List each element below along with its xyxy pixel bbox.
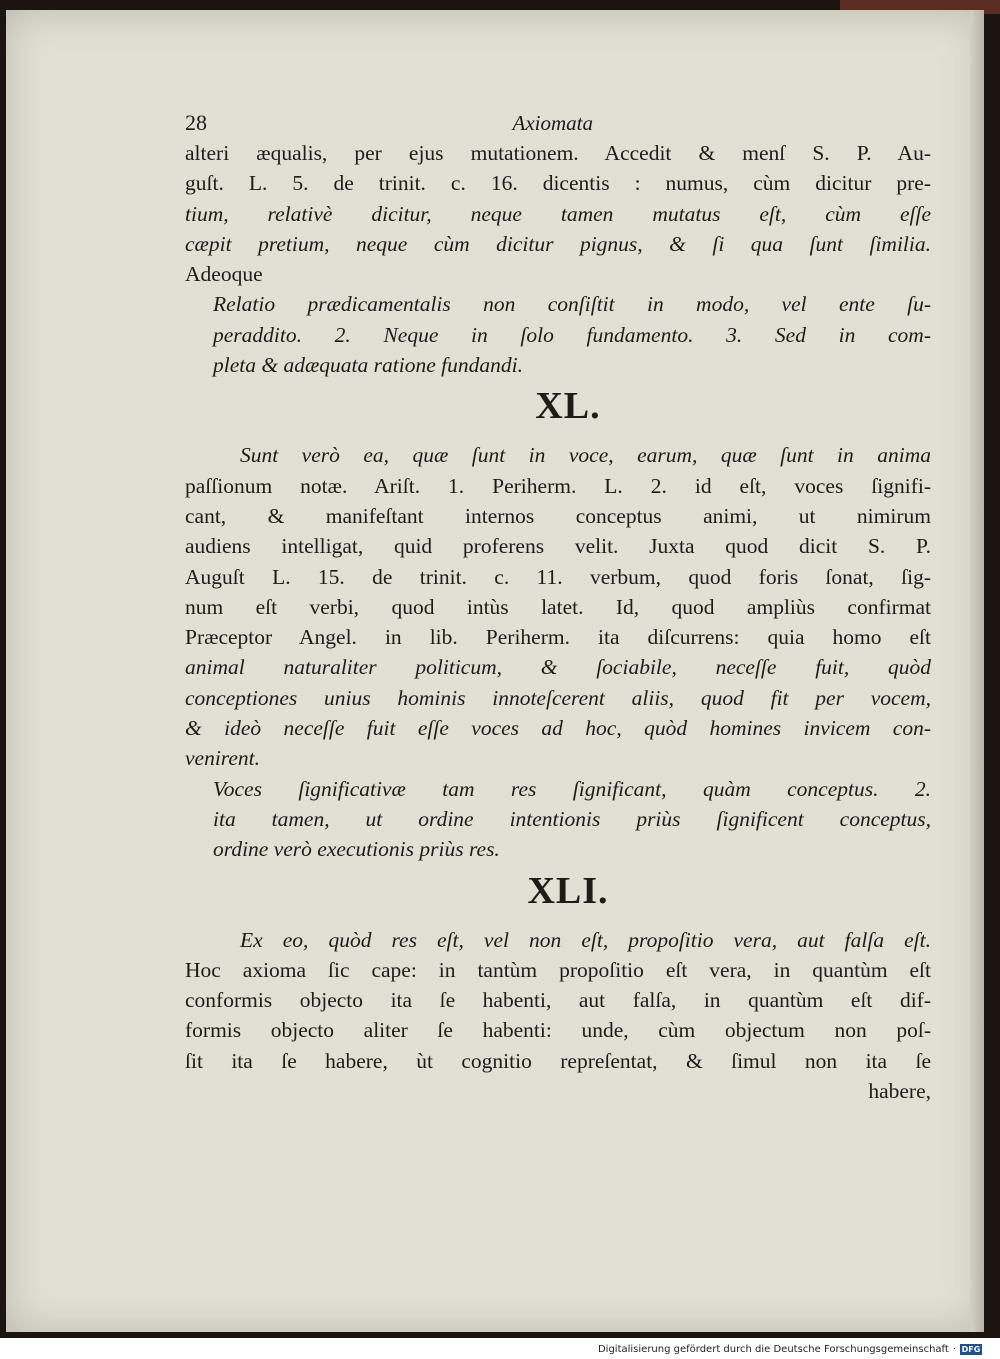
paragraph-1 bbox=[185, 138, 931, 289]
page-text bbox=[185, 108, 931, 1106]
text-line: ordine verò executionis priùs res. bbox=[213, 837, 500, 862]
proposition-block-1 bbox=[185, 289, 931, 380]
text-line: alteri æqualis, per ejus mutationem. Accedit & menſ S. P. Au- bbox=[185, 141, 931, 165]
paragraph-3 bbox=[185, 440, 931, 773]
page-number: 28 bbox=[185, 110, 207, 135]
text-line: peraddito. 2. Neque in ſolo fundamento. 3. Sed in com- bbox=[213, 322, 931, 347]
text-line: Præceptor Angel. in lib. Periherm. ita diſcurrens: quia homo eſt bbox=[185, 625, 931, 650]
text-line: & ideò neceſſe fuit eſſe voces ad hoc, quòd homines invicem con- bbox=[185, 716, 931, 741]
text-line: paſſionum notæ. Ariſt. 1. Periherm. L. 2. id eſt, voces ſignifi- bbox=[185, 473, 931, 498]
section-heading-xl: XL. bbox=[535, 385, 601, 428]
text-line: conformis objecto ita ſe habenti, aut falſa, in quantùm eſt dif- bbox=[185, 988, 931, 1013]
text-line: pleta & adæquata ratione fundandi. bbox=[213, 353, 523, 378]
text-line: guſt. L. 5. de trinit. c. 16. dicentis : numus, cùm dicitur pre- bbox=[185, 171, 931, 196]
text-line: animal naturaliter politicum, & ſociabile, neceſſe fuit, quòd bbox=[185, 655, 931, 680]
text-line: ſit ita ſe habere, ùt cognitio repreſentat, & ſimul non ita ſe bbox=[185, 1048, 931, 1073]
text-line: conceptiones unius hominis innoteſcerent aliis, quod fit per vocem, bbox=[185, 685, 931, 710]
text-line: num eſt verbi, quod intùs latet. Id, quod ampliùs confirmat bbox=[185, 594, 931, 619]
dfg-logo-icon: DFG bbox=[961, 1344, 981, 1354]
text-line: formis objecto aliter ſe habenti: unde, cùm objectum non poſ- bbox=[185, 1018, 931, 1043]
paragraph-5 bbox=[185, 925, 931, 1107]
text-line: Adeoque bbox=[185, 262, 263, 287]
page-edge bbox=[970, 10, 984, 1332]
text-line: cæpit pretium, neque cùm dicitur pignus, & ſi qua ſunt ſimilia. bbox=[185, 231, 931, 256]
text-line: audiens intelligat, quid proferens velit. Juxta quod dicit S. P. bbox=[185, 534, 931, 559]
dfg-credit: Digitalisierung gefördert durch die Deutsche Forschungsgemeinschaft bbox=[597, 1343, 949, 1355]
catchword: habere, bbox=[868, 1079, 931, 1104]
proposition-block-2 bbox=[185, 774, 931, 865]
text-line: ita tamen, ut ordine intentionis priùs ſignificent conceptus, bbox=[213, 806, 931, 831]
text-line: Hoc axioma ſic cape: in tantùm propoſitio eſt vera, in quantùm eſt bbox=[185, 957, 931, 982]
running-title: Axiomata bbox=[512, 111, 593, 135]
page-header bbox=[185, 108, 931, 138]
text-line: cant, & manifeſtant internos conceptus animi, ut nimirum bbox=[185, 503, 931, 528]
digitization-footer: Digitalisierung gefördert durch die Deutsche Forschungsgemeinschaft · DFG bbox=[597, 1343, 981, 1355]
text-line: Relatio prædicamentalis non conſiſtit in modo, vel ente ſu- bbox=[213, 292, 931, 317]
text-line: Sunt verò ea, quæ ſunt in voce, earum, quæ ſunt in anima bbox=[240, 443, 931, 468]
text-line: Auguſt L. 15. de trinit. c. 11. verbum, quod foris ſonat, ſig- bbox=[185, 564, 931, 589]
text-line: Ex eo, quòd res eſt, vel non eſt, propoſitio vera, aut falſa eſt. bbox=[240, 927, 931, 952]
text-line: venirent. bbox=[185, 746, 261, 771]
text-line: tium, relativè dicitur, neque tamen mutatus eſt, cùm eſſe bbox=[185, 201, 931, 226]
section-heading-xli: XLI. bbox=[527, 869, 609, 912]
text-line: Voces ſignificativæ tam res ſignificant, quàm conceptus. 2. bbox=[213, 776, 931, 801]
